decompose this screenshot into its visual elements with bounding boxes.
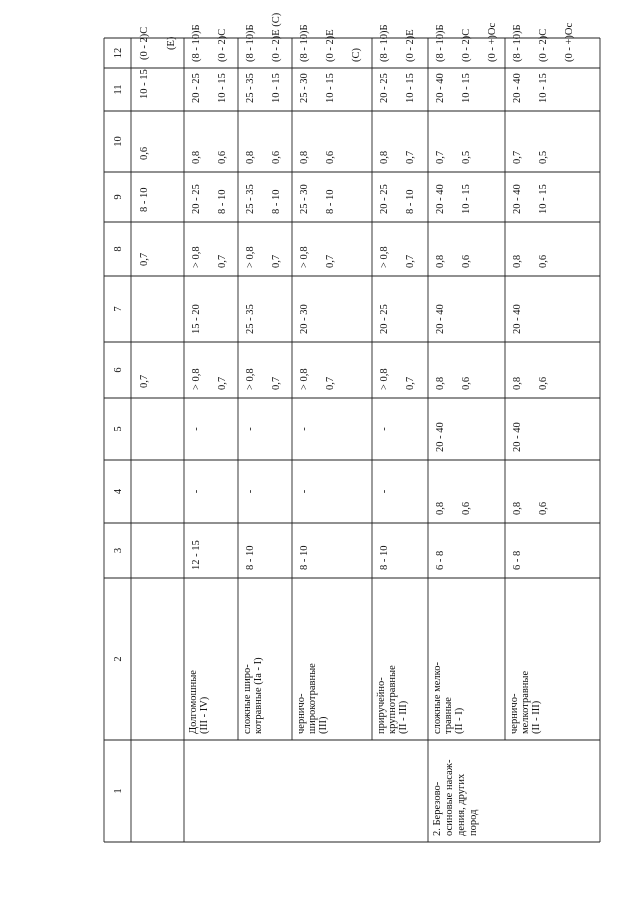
cell-c5: - — [299, 427, 310, 431]
cell-c10: 0,8 — [191, 150, 202, 164]
cell-c11: 25 - 30 — [299, 73, 310, 103]
column-number-1: 1 — [113, 788, 124, 794]
cell-c6: 0,6 — [461, 376, 472, 390]
column-number-5: 5 — [113, 426, 124, 432]
column-number-9: 9 — [113, 194, 124, 200]
cell-c10: 0,7 — [435, 150, 446, 164]
cell-c3: 12 - 15 — [191, 540, 202, 570]
cell-c9: 10 - 15 — [538, 184, 549, 214]
column-number-6: 6 — [113, 367, 124, 373]
cell-c11: 25 - 35 — [245, 73, 256, 103]
cell-c6: > 0,8 — [299, 368, 310, 390]
column-number-4: 4 — [113, 488, 124, 495]
cell-c8: 0,7 — [405, 254, 416, 268]
cell-c9: 8 - 10 — [325, 189, 336, 214]
cell-c6: 0,7 — [325, 376, 336, 390]
group-label: пород — [468, 809, 479, 836]
cell-c8: 0,6 — [461, 254, 472, 268]
column-number-11: 11 — [113, 84, 124, 95]
cell-c8: 0,7 — [271, 254, 282, 268]
cell-c12: (0 - +)Ос — [564, 22, 575, 62]
cell-c9: 10 - 15 — [461, 184, 472, 214]
cell-c7: 20 - 25 — [379, 304, 390, 334]
row-type-label: (II - III) — [531, 700, 542, 734]
cell-c9: 20 - 25 — [191, 184, 202, 214]
first-row-c9: 8 - 10 — [139, 187, 150, 212]
row-type-label: широкотравные — [307, 663, 318, 734]
row-type-label: (III) — [318, 716, 329, 734]
cell-c12: (8 - 10)Б — [435, 24, 446, 62]
cell-c3: 8 - 10 — [379, 545, 390, 570]
cell-c12: (0 - 2)Е (С) — [271, 12, 282, 62]
cell-c6: > 0,8 — [191, 368, 202, 390]
row-type-label: крупнотравные — [387, 665, 398, 734]
row-type-label: (II - III) — [398, 700, 409, 734]
row-type-label: сложные мелко- — [432, 662, 443, 734]
cell-c10: 0,6 — [325, 150, 336, 164]
cell-c3: 6 - 8 — [435, 550, 446, 570]
cell-c11: 20 - 40 — [435, 73, 446, 103]
cell-c9: 25 - 35 — [245, 184, 256, 214]
cell-c12: (8 - 10)Б — [299, 24, 310, 62]
row-type-label: приручейно- — [376, 677, 387, 734]
cell-c12: (0 - 2)С — [217, 28, 228, 62]
column-number-10: 10 — [113, 136, 124, 147]
cell-c8: 0,8 — [435, 254, 446, 268]
cell-c4: 0,8 — [512, 501, 523, 515]
cell-c9: 20 - 40 — [435, 184, 446, 214]
cell-c5: - — [191, 427, 202, 431]
row-type-label: травные — [443, 697, 454, 734]
cell-c12: (0 - +)Ос — [487, 22, 498, 62]
cell-c9: 8 - 10 — [271, 189, 282, 214]
column-number-2: 2 — [113, 656, 124, 662]
cell-c8: 0,8 — [512, 254, 523, 268]
group-label: 2. Березово- — [432, 781, 443, 836]
group-label: осиновые насаж- — [444, 759, 455, 836]
cell-c12: (8 - 10)Б — [191, 24, 202, 62]
cell-c8: > 0,8 — [245, 246, 256, 268]
cell-c11: 20 - 25 — [379, 73, 390, 103]
cell-c6: 0,7 — [271, 376, 282, 390]
cell-c9: 25 - 30 — [299, 184, 310, 214]
first-row-c10: 0,6 — [139, 146, 150, 160]
row-type-label: сложные широ- — [242, 664, 253, 734]
cell-c9: 20 - 25 — [379, 184, 390, 214]
cell-c5: 20 - 40 — [512, 422, 523, 452]
cell-c12: (8 - 10)Б — [379, 24, 390, 62]
cell-c10: 0,7 — [405, 150, 416, 164]
cell-c11: 10 - 15 — [405, 73, 416, 103]
column-number-7: 7 — [113, 306, 124, 312]
cell-c8: > 0,8 — [191, 246, 202, 268]
first-row-c6: 0,7 — [139, 374, 150, 388]
first-row-c8: 0,7 — [139, 252, 150, 266]
group-label: дения, других — [456, 773, 467, 836]
cell-c6: 0,6 — [538, 376, 549, 390]
cell-c7: 25 - 35 — [245, 304, 256, 334]
cell-c6: 0,7 — [217, 376, 228, 390]
cell-c4: 0,6 — [461, 501, 472, 515]
cell-c5: - — [245, 427, 256, 431]
row-type-label: черничо- — [296, 693, 307, 734]
cell-c6: 0,7 — [405, 376, 416, 390]
cell-c6: > 0,8 — [379, 368, 390, 390]
cell-c10: 0,6 — [271, 150, 282, 164]
cell-c12: (0 - 2)С — [538, 28, 549, 62]
cell-c8: 0,7 — [217, 254, 228, 268]
first-row-c12-line2: (Е) — [166, 36, 177, 50]
cell-c9: 20 - 40 — [512, 184, 523, 214]
column-number-12: 12 — [113, 47, 124, 59]
cell-c12: (8 - 10)Б — [245, 24, 256, 62]
cell-c4: - — [379, 489, 390, 494]
cell-c6: 0,8 — [512, 376, 523, 390]
cell-c8: 0,7 — [325, 254, 336, 268]
cell-c10: 0,5 — [461, 150, 472, 164]
cell-c11: 10 - 15 — [461, 73, 472, 103]
cell-c5: - — [379, 427, 390, 431]
cell-c4: 0,8 — [435, 501, 446, 515]
cell-c10: 0,6 — [217, 150, 228, 164]
cell-c4: - — [245, 489, 256, 494]
cell-c11: 20 - 40 — [512, 73, 523, 103]
cell-c3: 8 - 10 — [299, 545, 310, 570]
row-type-label: (III - IV) — [199, 696, 210, 734]
cell-c8: > 0,8 — [299, 246, 310, 268]
cell-c12: (0 - 2)Е — [405, 29, 416, 62]
cell-c4: 0,6 — [538, 501, 549, 515]
row-type-label: Долгомошные — [188, 670, 199, 734]
row-type-label: черничо- — [509, 693, 520, 734]
first-row-c11: 10 - 15 — [139, 69, 150, 99]
cell-c6: 0,8 — [435, 376, 446, 390]
cell-c11: 10 - 15 — [217, 73, 228, 103]
cell-c12: (0 - 2)С — [461, 28, 472, 62]
cell-c12: (8 - 10)Б — [512, 24, 523, 62]
cell-c11: 10 - 15 — [538, 73, 549, 103]
cell-c6: > 0,8 — [245, 368, 256, 390]
cell-c5: 20 - 40 — [435, 422, 446, 452]
cell-c4: - — [191, 489, 202, 494]
cell-c4: - — [299, 489, 310, 494]
column-number-3: 3 — [113, 547, 124, 554]
row-type-label: мелкотравные — [520, 670, 531, 734]
cell-c8: > 0,8 — [379, 246, 390, 268]
cell-c10: 0,7 — [512, 150, 523, 164]
row-type-label: (II - I) — [454, 707, 465, 734]
cell-c8: 0,6 — [538, 254, 549, 268]
cell-c12: (0 - 2)Е — [325, 29, 336, 62]
first-row-c12-line1: (0 - 2)С — [139, 26, 150, 60]
cell-c10: 0,5 — [538, 150, 549, 164]
cell-c7: 20 - 40 — [512, 304, 523, 334]
cell-c7: 15 - 20 — [191, 304, 202, 334]
cell-c3: 6 - 8 — [512, 550, 523, 570]
cell-c10: 0,8 — [379, 150, 390, 164]
cell-c7: 20 - 40 — [435, 304, 446, 334]
cell-c7: 20 - 30 — [299, 304, 310, 334]
cell-c3: 8 - 10 — [245, 545, 256, 570]
cell-c12: (С) — [351, 48, 362, 62]
cell-c9: 8 - 10 — [405, 189, 416, 214]
cell-c11: 10 - 15 — [325, 73, 336, 103]
cell-c9: 8 - 10 — [217, 189, 228, 214]
row-type-label: котравные (Iа - I) — [253, 657, 264, 734]
cell-c11: 10 - 15 — [271, 73, 282, 103]
column-number-8: 8 — [113, 246, 124, 252]
cell-c11: 20 - 25 — [191, 73, 202, 103]
cell-c10: 0,8 — [245, 150, 256, 164]
cell-c10: 0,8 — [299, 150, 310, 164]
